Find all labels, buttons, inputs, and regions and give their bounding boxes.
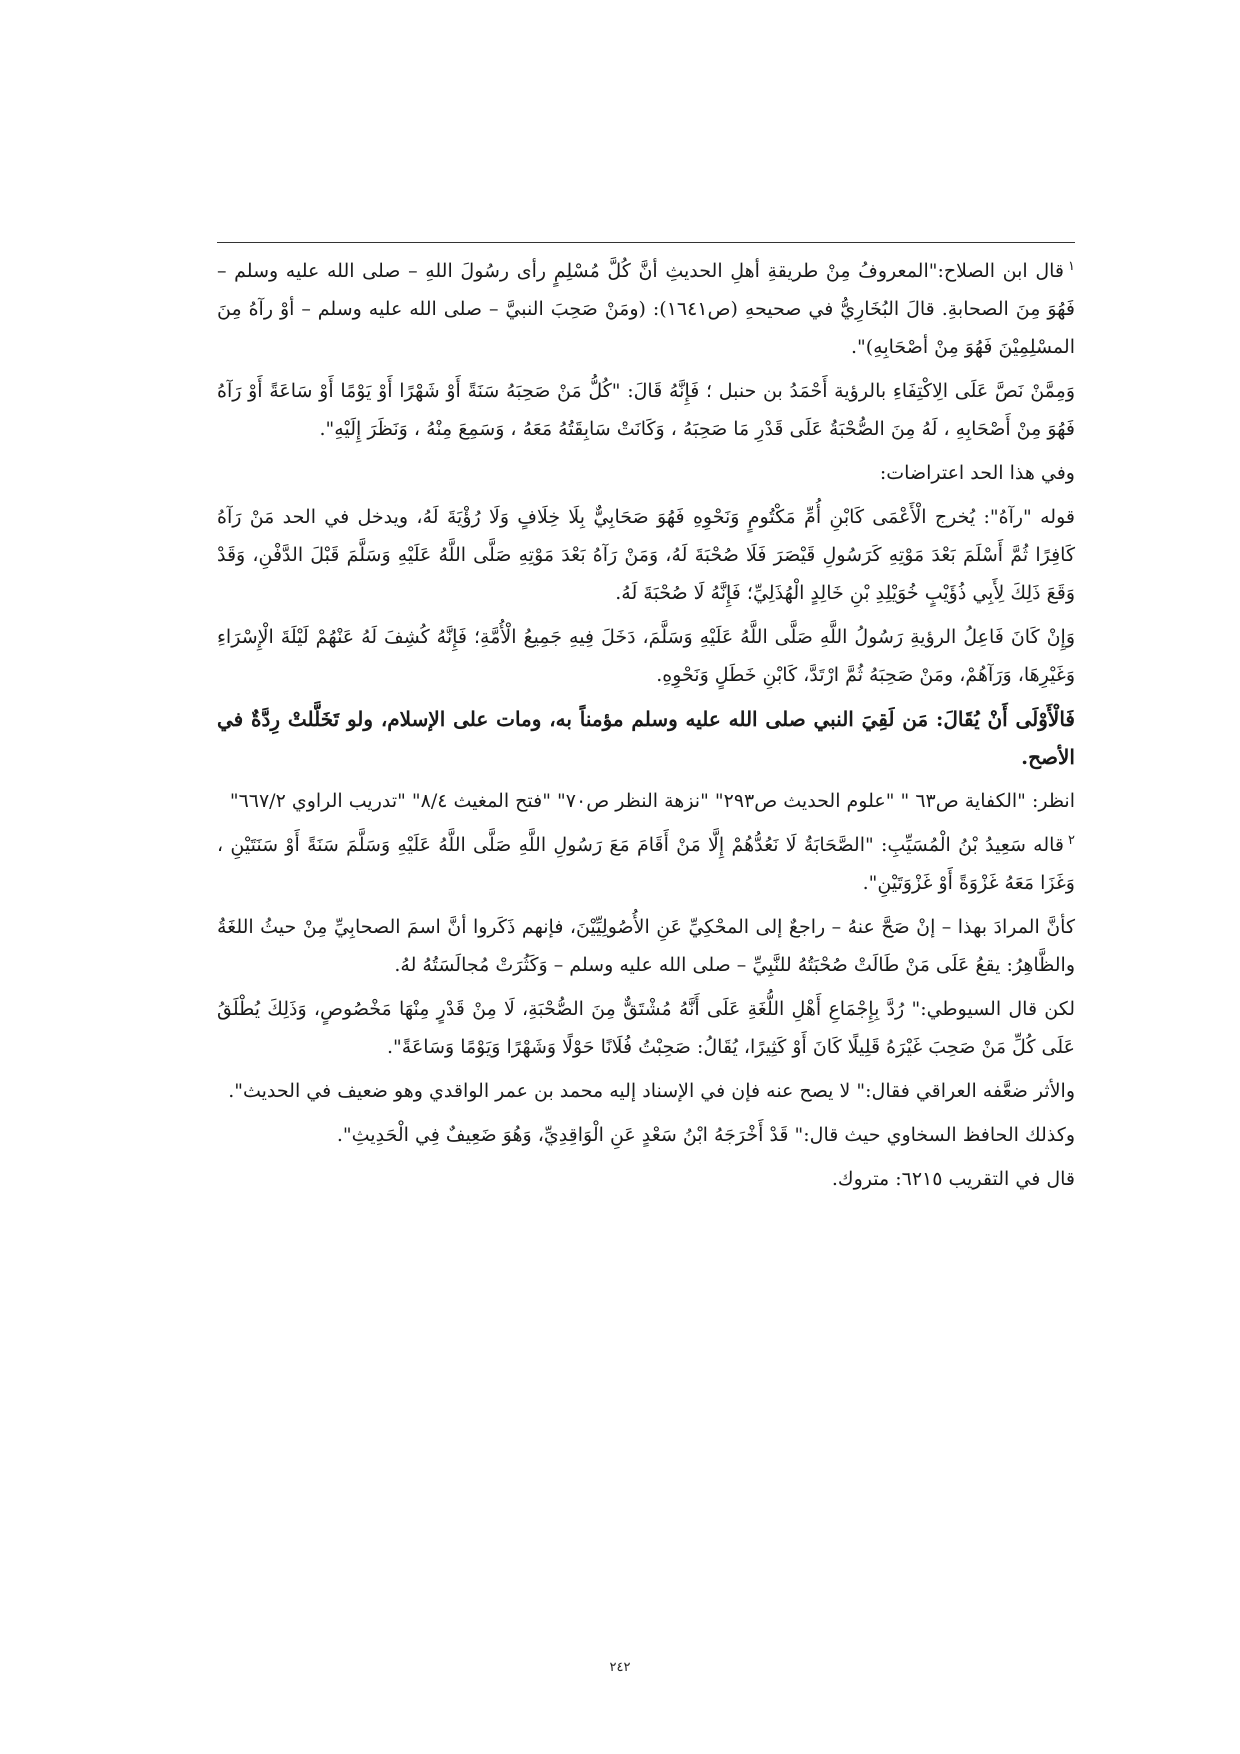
footnote-1-text-1: قال ابن الصلاح:"المعروفُ مِنْ طريقةِ أهلِ الحديثِ أنَّ كُلَّ مُسْلِمٍ رأى رسُولَ اللهِ – صلى الله عليه وسلم – فَهُوَ مِنَ الصحابةِ. قالَ البُخَارِيُّ في صحيحهِ (ص١٦٤١): (ومَنْ صَحِبَ النبيَّ – صلى الله عليه وسلم – أوْ رآهُ مِنَ المسْلِمِيْنَ فَهُوَ مِنْ أصْحَابِهِ)". xyxy=(217,260,1075,358)
footnote-2-paragraph-3: لكن قال السيوطي:" رُدَّ بِإِجْمَاعِ أَهْلِ اللُّغَةِ عَلَى أَنَّهُ مُشْتَقٌّ مِنَ الصُّحْبَةِ، لَا مِنْ قَدْرٍ مِنْهَا مَخْصُوصٍ، وَذَلِكَ يُطْلَقُ عَلَى كُلِّ مَنْ صَحِبَ غَيْرَهُ قَلِيلًا كَانَ أَوْ كَثِيرًا، يُقَالُ: صَحِبْتُ فُلَانًا حَوْلًا وَشَهْرًا وَيَوْمًا وَسَاعَةً". xyxy=(217,998,1075,1058)
footnotes-section xyxy=(217,252,1075,1204)
footnote-1-paragraph-1 xyxy=(217,252,1075,366)
footnote-2-paragraph-2: كأنَّ المرادَ بهذا – إنْ صَحَّ عنهُ – راجعٌ إلى المحْكِيِّ عَنِ الأُصُولِيِّيْنَ، فإنهم ذَكَروا أنَّ اسمَ الصحابِيِّ مِنْ حيثُ اللغَةُ والظَّاهِرُ: يقعُ عَلَى مَنْ طَالَتْ صُحْبَتُهُ للنَّبِيِّ – صلى الله عليه وسلم – وَكَثُرَتْ مُجالَسَتُهُ لهُ. xyxy=(217,916,1075,976)
footnote-2-text-1: قاله سَعِيدُ بْنُ الْمُسَيِّبِ: "الصَّحَابَةُ لَا نَعُدُّهُمْ إِلَّا مَنْ أَقَامَ مَعَ رَسُولِ اللَّهِ صَلَّى اللَّهُ عَلَيْهِ وَسَلَّمَ سَنَةً أَوْ سَنَتَيْنِ ، وَغَزَا مَعَهُ غَزْوَةً أَوْ غَزْوَتَيْنِ". xyxy=(217,834,1075,894)
footnote-1-paragraph-4: قوله "رآهُ": يُخرج الْأَعْمَى كَابْنِ أُمِّ مَكْتُومٍ وَنَحْوِهِ فَهُوَ صَحَابِيٌّ بِلَا خِلَافٍ وَلَا رُؤْيَةَ لَهُ، ويدخل في الحد مَنْ رَآهُ كَافِرًا ثُمَّ أَسْلَمَ بَعْدَ مَوْتِهِ كَرَسُولِ قَيْصَرَ فَلَا صُحْبَةَ لَهُ، وَمَنْ رَآهُ بَعْدَ مَوْتِهِ صَلَّى اللَّهُ عَلَيْهِ وَسَلَّمَ قَبْلَ الدَّفْنِ، وَقَدْ وَقَعَ ذَلِكَ لِأَبِي ذُؤَيْبٍ خُوَيْلِدِ بْنِ خَالِدٍ الْهُذَلِيِّ؛ فَإِنَّهُ لَا صُحْبَةَ لَهُ. xyxy=(217,506,1075,604)
footnote-1-paragraph-5: وَإِنْ كَانَ فَاعِلُ الرؤيةِ رَسُولُ اللَّهِ صَلَّى اللَّهُ عَلَيْهِ وَسَلَّمَ، دَخَلَ فِيهِ جَمِيعُ الْأُمَّةِ؛ فَإِنَّهُ كُشِفَ لَهُ عَنْهُمْ لَيْلَةَ الْإِسْرَاءِ وَغَيْرِهَا، وَرَآهُمْ، ومَنْ صَحِبَهُ ثُمَّ ارْتَدَّ، كَابْنِ خَطَلٍ وَنَحْوِهِ. xyxy=(217,626,1075,686)
footnote-2-paragraph-4: والأثر ضعَّفه العراقي فقال:" لا يصح عنه فإن في الإسناد إليه محمد بن عمر الواقدي وهو ضعيف في الحديث". xyxy=(228,1080,1075,1102)
footnote-1-paragraph-3: وفي هذا الحد اعتراضات: xyxy=(879,462,1075,484)
footnote-2-paragraph-6: قال في التقريب ٦٢١٥: متروك. xyxy=(831,1168,1075,1190)
footnote-1-paragraph-7: انظر: "الكفاية ص٦٣ " "علوم الحديث ص٢٩٣" "نزهة النظر ص٧٠" "فتح المغيث ٨/٤" "تدريب الراوي ٦٦٧/٢" xyxy=(229,790,1075,812)
footnote-separator-line xyxy=(217,242,1075,243)
footnote-2-number: ٢ xyxy=(1068,832,1075,848)
footnote-1-paragraph-6: فَالْأَوْلَى أَنْ يُقَالَ: مَن لَقِيَ النبي صلى الله عليه وسلم مؤمناً به، ومات على الإسلام، ولو تَخَلَّلتْ رِدَّةٌ في الأصح. xyxy=(217,707,1075,769)
footnote-1-number: ١ xyxy=(1068,258,1075,274)
footnote-2-paragraph-5: وكذلك الحافظ السخاوي حيث قال:" قَدْ أَخْرَجَهُ ابْنُ سَعْدٍ عَنِ الْوَاقِدِيِّ، وَهُوَ ضَعِيفٌ فِي الْحَدِيثِ". xyxy=(336,1124,1075,1146)
footnote-1-paragraph-2: وَمِمَّنْ نَصَّ عَلَى الِاكْتِفَاءِ بالرؤية أَحْمَدُ بن حنبل ؛ فَإِنَّهُ قَالَ: "كُلُّ مَنْ صَحِبَهُ سَنَةً أَوْ شَهْرًا أَوْ يَوْمًا أَوْ سَاعَةً أَوْ رَآهُ فَهُوَ مِنْ أَصْحَابِهِ ، لَهُ مِنَ الصُّحْبَةُ عَلَى قَدْرِ مَا صَحِبَهُ ، وَكَانَتْ سَابِقَتُهُ مَعَهُ ، وَسَمِعَ مِنْهُ ، وَنَظَرَ إِلَيْهِ". xyxy=(217,380,1075,440)
page-number: ٢٤٢ xyxy=(609,1660,631,1675)
footnote-2-paragraph-1 xyxy=(217,826,1075,902)
